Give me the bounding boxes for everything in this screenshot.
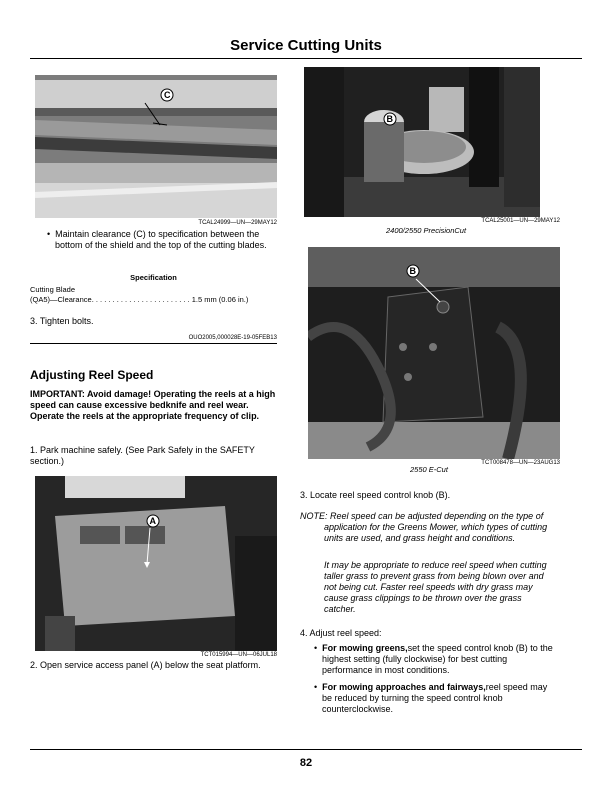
step-1-park: 1. Park machine safely. (See Park Safely in the SAFETY section.) (30, 445, 255, 466)
note-reel-speed: NOTE: Reel speed can be adjusted depending on the type of application for the Greens Mower, which types of cutting units are used, and grass height and conditions. (300, 511, 548, 543)
photo3-caption: TCAL25001—UN—29MAY12 (481, 218, 560, 224)
svg-text:A: A (149, 516, 156, 526)
footer-rule (30, 749, 582, 750)
svg-text:C: C (164, 90, 171, 100)
svg-text:B: B (409, 266, 416, 276)
callout-c (161, 89, 173, 101)
step-3-locate-knob: 3. Locate reel speed control knob (B). (300, 490, 451, 500)
bullet-mowing-greens: • For mowing greens,set the speed control knob (B) to the highest setting (fully clockwise) for best cutting performance in most conditions. (314, 643, 553, 675)
important-notice: IMPORTANT: Avoid damage! Operating the reels at a high speed can cause excessive bedknife and reel wear. Operate the reels at the appropriate frequency of clip. (30, 389, 276, 421)
spec-heading: Specification (130, 273, 177, 282)
photo-ecut-knob (308, 247, 560, 459)
bullet-maintain-clearance: • Maintain clearance (C) to specification between the bottom of the shield and the top of the cutting blades. (47, 229, 267, 250)
title-rule (30, 58, 582, 59)
section-rule (30, 343, 277, 344)
section-heading: Adjusting Reel Speed (30, 368, 154, 382)
photo1-caption: TCAL24999—UN—29MAY12 (198, 220, 277, 226)
bullet-mowing-fairways: • For mowing approaches and fairways,reel speed may be reduced by turning the speed control knob counterclockwise. (314, 682, 548, 714)
photo3-model-label: 2400/2550 PrecisionCut (386, 226, 467, 235)
page-title: Service Cutting Units (230, 37, 382, 54)
callout-b-bottom (407, 265, 419, 277)
spec-cutting-blade: Cutting Blade (30, 285, 76, 294)
photo2-caption: TCT015994—UN—06JUL18 (200, 652, 277, 658)
svg-text:B: B (386, 114, 393, 124)
page-number: 82 (299, 757, 313, 769)
photo-precisioncut-knob (304, 67, 540, 217)
callout-a (147, 515, 159, 527)
step-4-adjust-speed: 4. Adjust reel speed: (300, 628, 382, 638)
step-3-tighten: 3. Tighten bolts. (30, 316, 94, 326)
reference-code: OUO2005,000028E-19-05FEB13 (188, 335, 277, 341)
step-2-open-panel: 2. Open service access panel (A) below the seat platform. (30, 660, 261, 670)
callout-b-top (384, 113, 396, 125)
spec-clearance: (QA5)—Clearance. . . . . . . . . . . . . . . . . . . . . . . . 1.5 mm (0.06 in.) (30, 295, 249, 304)
photo4-caption: TCT008478—UN—23AUG13 (481, 460, 560, 466)
photo-service-access-panel (35, 476, 277, 651)
photo4-model-label: 2550 E-Cut (410, 465, 448, 474)
photo-cutting-unit-clearance (35, 75, 277, 218)
note-reduce-speed: It may be appropriate to reduce reel speed when cutting taller grass to prevent grass from being blown over and not being cut. Faster reel speeds with dry grass may cause grass clippings to be thrown over the grass catcher. (324, 560, 547, 614)
